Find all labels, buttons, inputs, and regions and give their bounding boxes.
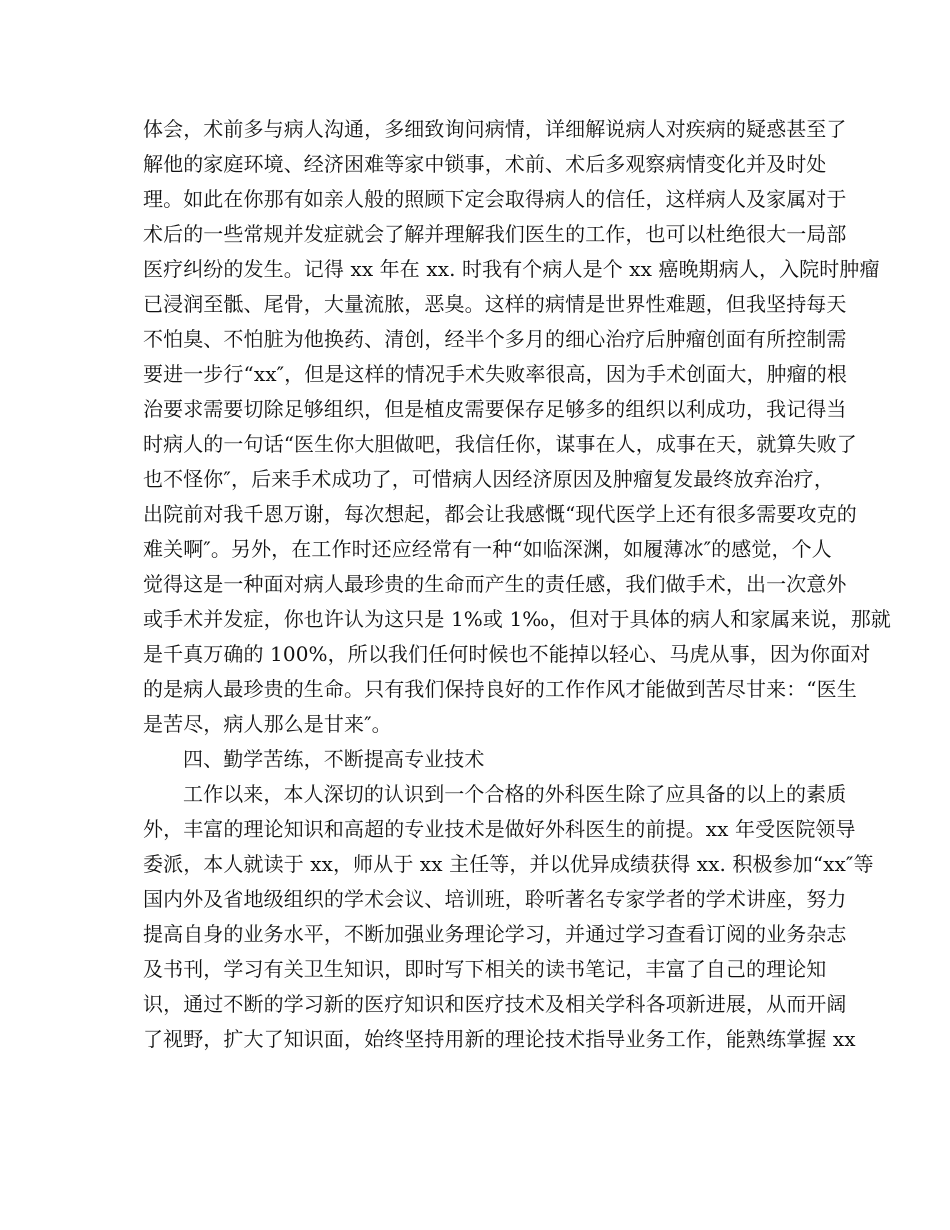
text-line: 解他的家庭环境、经济困难等家中锁事，术前、术后多观察病情变化并及时处 (143, 152, 827, 176)
text-line: 委派，本人就读于 xx，师从于 xx 主任等，并以优异成绩获得 xx. 积极参加“xx″等 (143, 852, 874, 876)
section-heading: 四、勤学苦练，不断提高专业技术 (183, 747, 485, 771)
text-line: 是苦尽，病人那么是甘来″。 (143, 712, 392, 736)
text-line: 已浸润至骶、尾骨，大量流脓，恶臭。这样的病情是世界性难题，但我坚持每天 (143, 292, 847, 316)
text-line: 了视野，扩大了知识面，始终坚持用新的理论技术指导业务工作，能熟练掌握 xx (143, 1027, 856, 1051)
text-line: 外，丰富的理论知识和高超的专业技术是做好外科医生的前提。xx 年受医院领导 (143, 817, 856, 841)
text-line: 是千真万确的 100%，所以我们任何时候也不能掉以轻心、马虎从事，因为你面对 (143, 642, 871, 666)
text-line: 提高自身的业务水平，不断加强业务理论学习，并通过学习查看订阅的业务杂志 (143, 922, 847, 946)
text-line: 觉得这是一种面对病人最珍贵的生命而产生的责任感，我们做手术，出一次意外 (143, 572, 847, 596)
text-line: 国内外及省地级组织的学术会议、培训班，聆听著名专家学者的学术讲座，努力 (143, 887, 847, 911)
text-line: 工作以来，本人深切的认识到一个合格的外科医生除了应具备的以上的素质 (183, 782, 847, 806)
text-line: 体会，术前多与病人沟通，多细致询问病情，详细解说病人对疾病的疑惑甚至了 (143, 117, 847, 141)
text-line: 出院前对我千恩万谢，每次想起，都会让我感慨“现代医学上还有很多需要攻克的 (143, 502, 857, 526)
text-line: 也不怪你″，后来手术成功了，可惜病人因经济原因及肿瘤复发最终放弃治疗， (143, 467, 834, 491)
text-line: 要进一步行“xx″，但是这样的情况手术失败率很高，因为手术创面大，肿瘤的根 (143, 362, 847, 386)
text-line: 治要求需要切除足够组织，但是植皮需要保存足够多的组织以利成功，我记得当 (143, 397, 847, 421)
text-line: 的是病人最珍贵的生命。只有我们保持良好的工作作风才能做到苦尽甘来：“医生 (143, 677, 857, 701)
text-line: 或手术并发症，你也许认为这只是 1%或 1‰，但对于具体的病人和家属来说，那就 (143, 607, 891, 631)
text-line: 及书刊，学习有关卫生知识，即时写下相关的读书笔记，丰富了自己的理论知 (143, 957, 827, 981)
text-line: 术后的一些常规并发症就会了解并理解我们医生的工作，也可以杜绝很大一局部 (143, 222, 847, 246)
text-line: 难关啊″。另外，在工作时还应经常有一种“如临深渊，如履薄冰″的感觉，个人 (143, 537, 832, 561)
text-line: 医疗纠纷的发生。记得 xx 年在 xx. 时我有个病人是个 xx 癌晚期病人，入院时肿瘤 (143, 257, 880, 281)
text-line: 理。如此在你那有如亲人般的照顾下定会取得病人的信任，这样病人及家属对于 (143, 187, 847, 211)
text-line: 识，通过不断的学习新的医疗知识和医疗技术及相关学科各项新进展，从而开阔 (143, 992, 847, 1016)
text-line: 时病人的一句话“医生你大胆做吧，我信任你，谋事在人，成事在天，就算失败了 (143, 432, 857, 456)
text-line: 不怕臭、不怕脏为他换药、清创，经半个多月的细心治疗后肿瘤创面有所控制需 (143, 327, 847, 351)
